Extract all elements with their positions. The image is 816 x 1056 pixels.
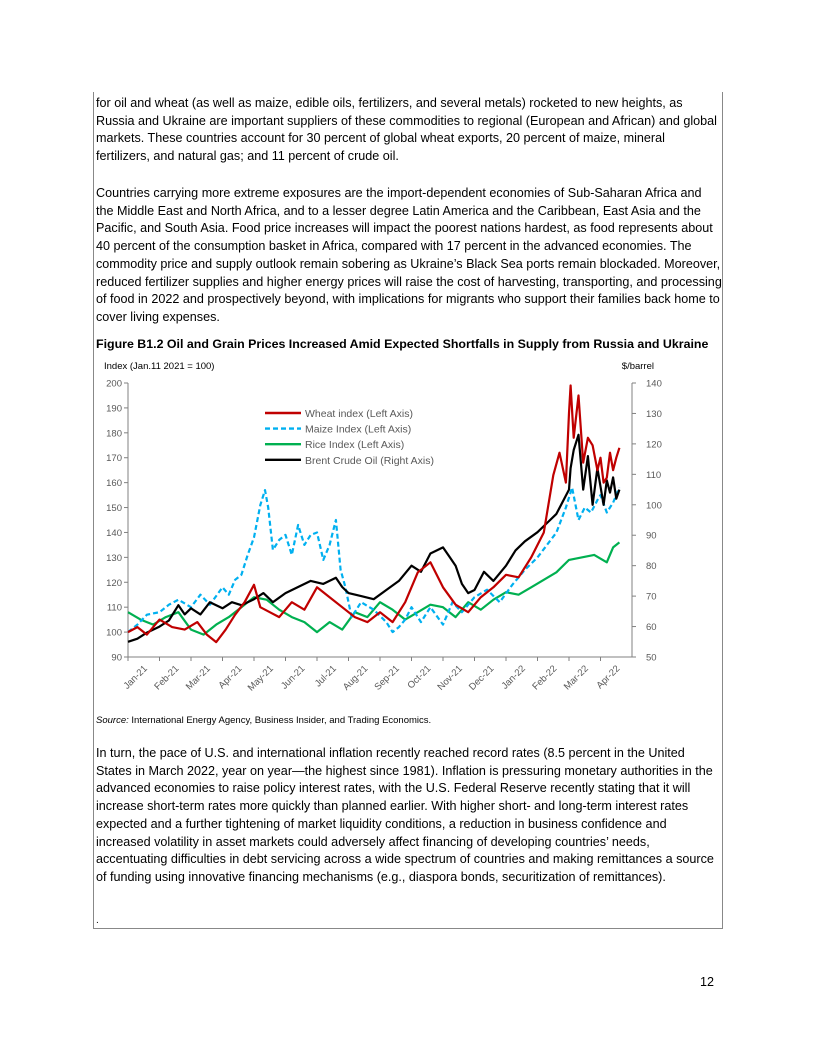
legend-label-1: Maize Index (Left Axis) (305, 423, 412, 436)
paragraph-2: Countries carrying more extreme exposures are the import-dependent economies of Sub-Saharan Africa and the Middle East and North Africa, and to a lesser degree Latin America and the Caribbean, East Asia and the Pacific, and South Asia. Food price increases will impact the poorest nations hardest, as food represents about 40 percent of the consumption basket in Africa, compared with 17 percent in the advanced economies. The commodity price and supply outlook remain sobering as Ukraine’s Black Sea ports remain blockaded. Moreover, reduced fertilizer supplies and higher energy prices will raise the cost of harvesting, transporting, and processing of food in 2022 and prospectively beyond, with implications for migrants who support their families back home to cover living expenses. (96, 186, 722, 324)
left-tick-label: 120 (106, 577, 122, 589)
right-tick-label: 90 (646, 530, 657, 542)
x-tick-label: Mar-22 (561, 663, 591, 693)
legend-label-3: Brent Crude Oil (Right Axis) (305, 454, 434, 467)
figure-title: Figure B1.2 Oil and Grain Prices Increased Amid Expected Shortfalls in Supply from Russia and Ukraine (96, 337, 709, 351)
x-tick-label: Mar-21 (183, 663, 213, 693)
left-tick-label: 110 (106, 602, 122, 614)
right-axis-label: $/barrel (621, 361, 654, 372)
left-tick-label: 170 (106, 453, 122, 465)
left-tick-label: 190 (106, 403, 122, 415)
left-axis-label: Index (Jan.11 2021 = 100) (104, 361, 215, 372)
right-tick-label: 120 (646, 439, 662, 451)
x-tick-label: Jul-21 (312, 663, 339, 690)
x-tick-label: Jan-22 (499, 663, 528, 692)
legend-label-0: Wheat index (Left Axis) (305, 408, 413, 420)
x-tick-label: Jan-21 (121, 663, 150, 692)
x-tick-label: Apr-21 (216, 663, 245, 692)
x-tick-label: Aug-21 (340, 663, 371, 693)
x-tick-label: Feb-21 (152, 663, 182, 693)
left-tick-label: 160 (106, 478, 122, 490)
right-tick-label: 140 (646, 378, 662, 390)
right-tick-label: 130 (646, 408, 662, 420)
left-tick-label: 180 (106, 428, 122, 440)
left-tick-label: 100 (106, 627, 122, 639)
left-tick-label: 140 (106, 527, 122, 539)
x-tick-label: Apr-22 (594, 663, 623, 692)
x-tick-label: Sep-21 (372, 663, 402, 693)
x-tick-label: Feb-22 (530, 663, 560, 693)
left-tick-label: 130 (106, 552, 122, 564)
series-line-2 (128, 542, 619, 634)
legend-label-2: Rice Index (Left Axis) (305, 439, 405, 452)
right-tick-label: 110 (646, 469, 662, 481)
left-tick-label: 90 (111, 652, 122, 664)
right-tick-label: 60 (646, 622, 657, 634)
x-tick-label: May-21 (245, 663, 276, 694)
figure-source (96, 715, 431, 726)
x-tick-label: Nov-21 (435, 663, 465, 693)
right-tick-label: 70 (646, 591, 657, 603)
right-tick-label: 50 (646, 652, 657, 664)
x-tick-label: Dec-21 (466, 663, 497, 693)
trailing-mark: . (96, 915, 99, 926)
page-number: 12 (700, 975, 715, 989)
source-label: Source: (96, 715, 129, 726)
left-tick-label: 200 (106, 378, 122, 390)
x-tick-label: Oct-21 (405, 663, 434, 692)
paragraph-1: for oil and wheat (as well as maize, edible oils, fertilizers, and several metals) rocketed to new heights, as Russia and Ukraine are important suppliers of these commodities to regional (European and African) and global markets. These countries account for 30 percent of global wheat exports, 20 percent of maize, mineral fertilizers, and natural gas; and 11 percent of crude oil. (96, 96, 717, 164)
x-tick-label: Jun-21 (279, 663, 308, 692)
paragraph-3: In turn, the pace of U.S. and international inflation recently reached record rates (8.5 percent in the United States in March 2022, year on year—the highest since 1981). Inflation is pressuring monetary authorities in the advanced economies to raise policy interest rates, with the U.S. Federal Reserve recently stating that it will increase short-term rates more quickly than planned earlier. With higher short- and long-term interest rates expected and a further tightening of market liquidity conditions, a reduction in business confidence and increased volatility in asset markets could adversely affect financing of developing countries’ needs, accentuating difficulties in debt servicing across a wide spectrum of countries and making remittances a source of funding using innovative financing mechanisms (e.g., diaspora bonds, securitization of remittances). (96, 746, 714, 884)
right-tick-label: 100 (646, 500, 662, 512)
right-tick-label: 80 (646, 561, 657, 573)
source-text: International Energy Agency, Business Insider, and Trading Economics. (128, 715, 432, 726)
left-tick-label: 150 (106, 503, 122, 515)
